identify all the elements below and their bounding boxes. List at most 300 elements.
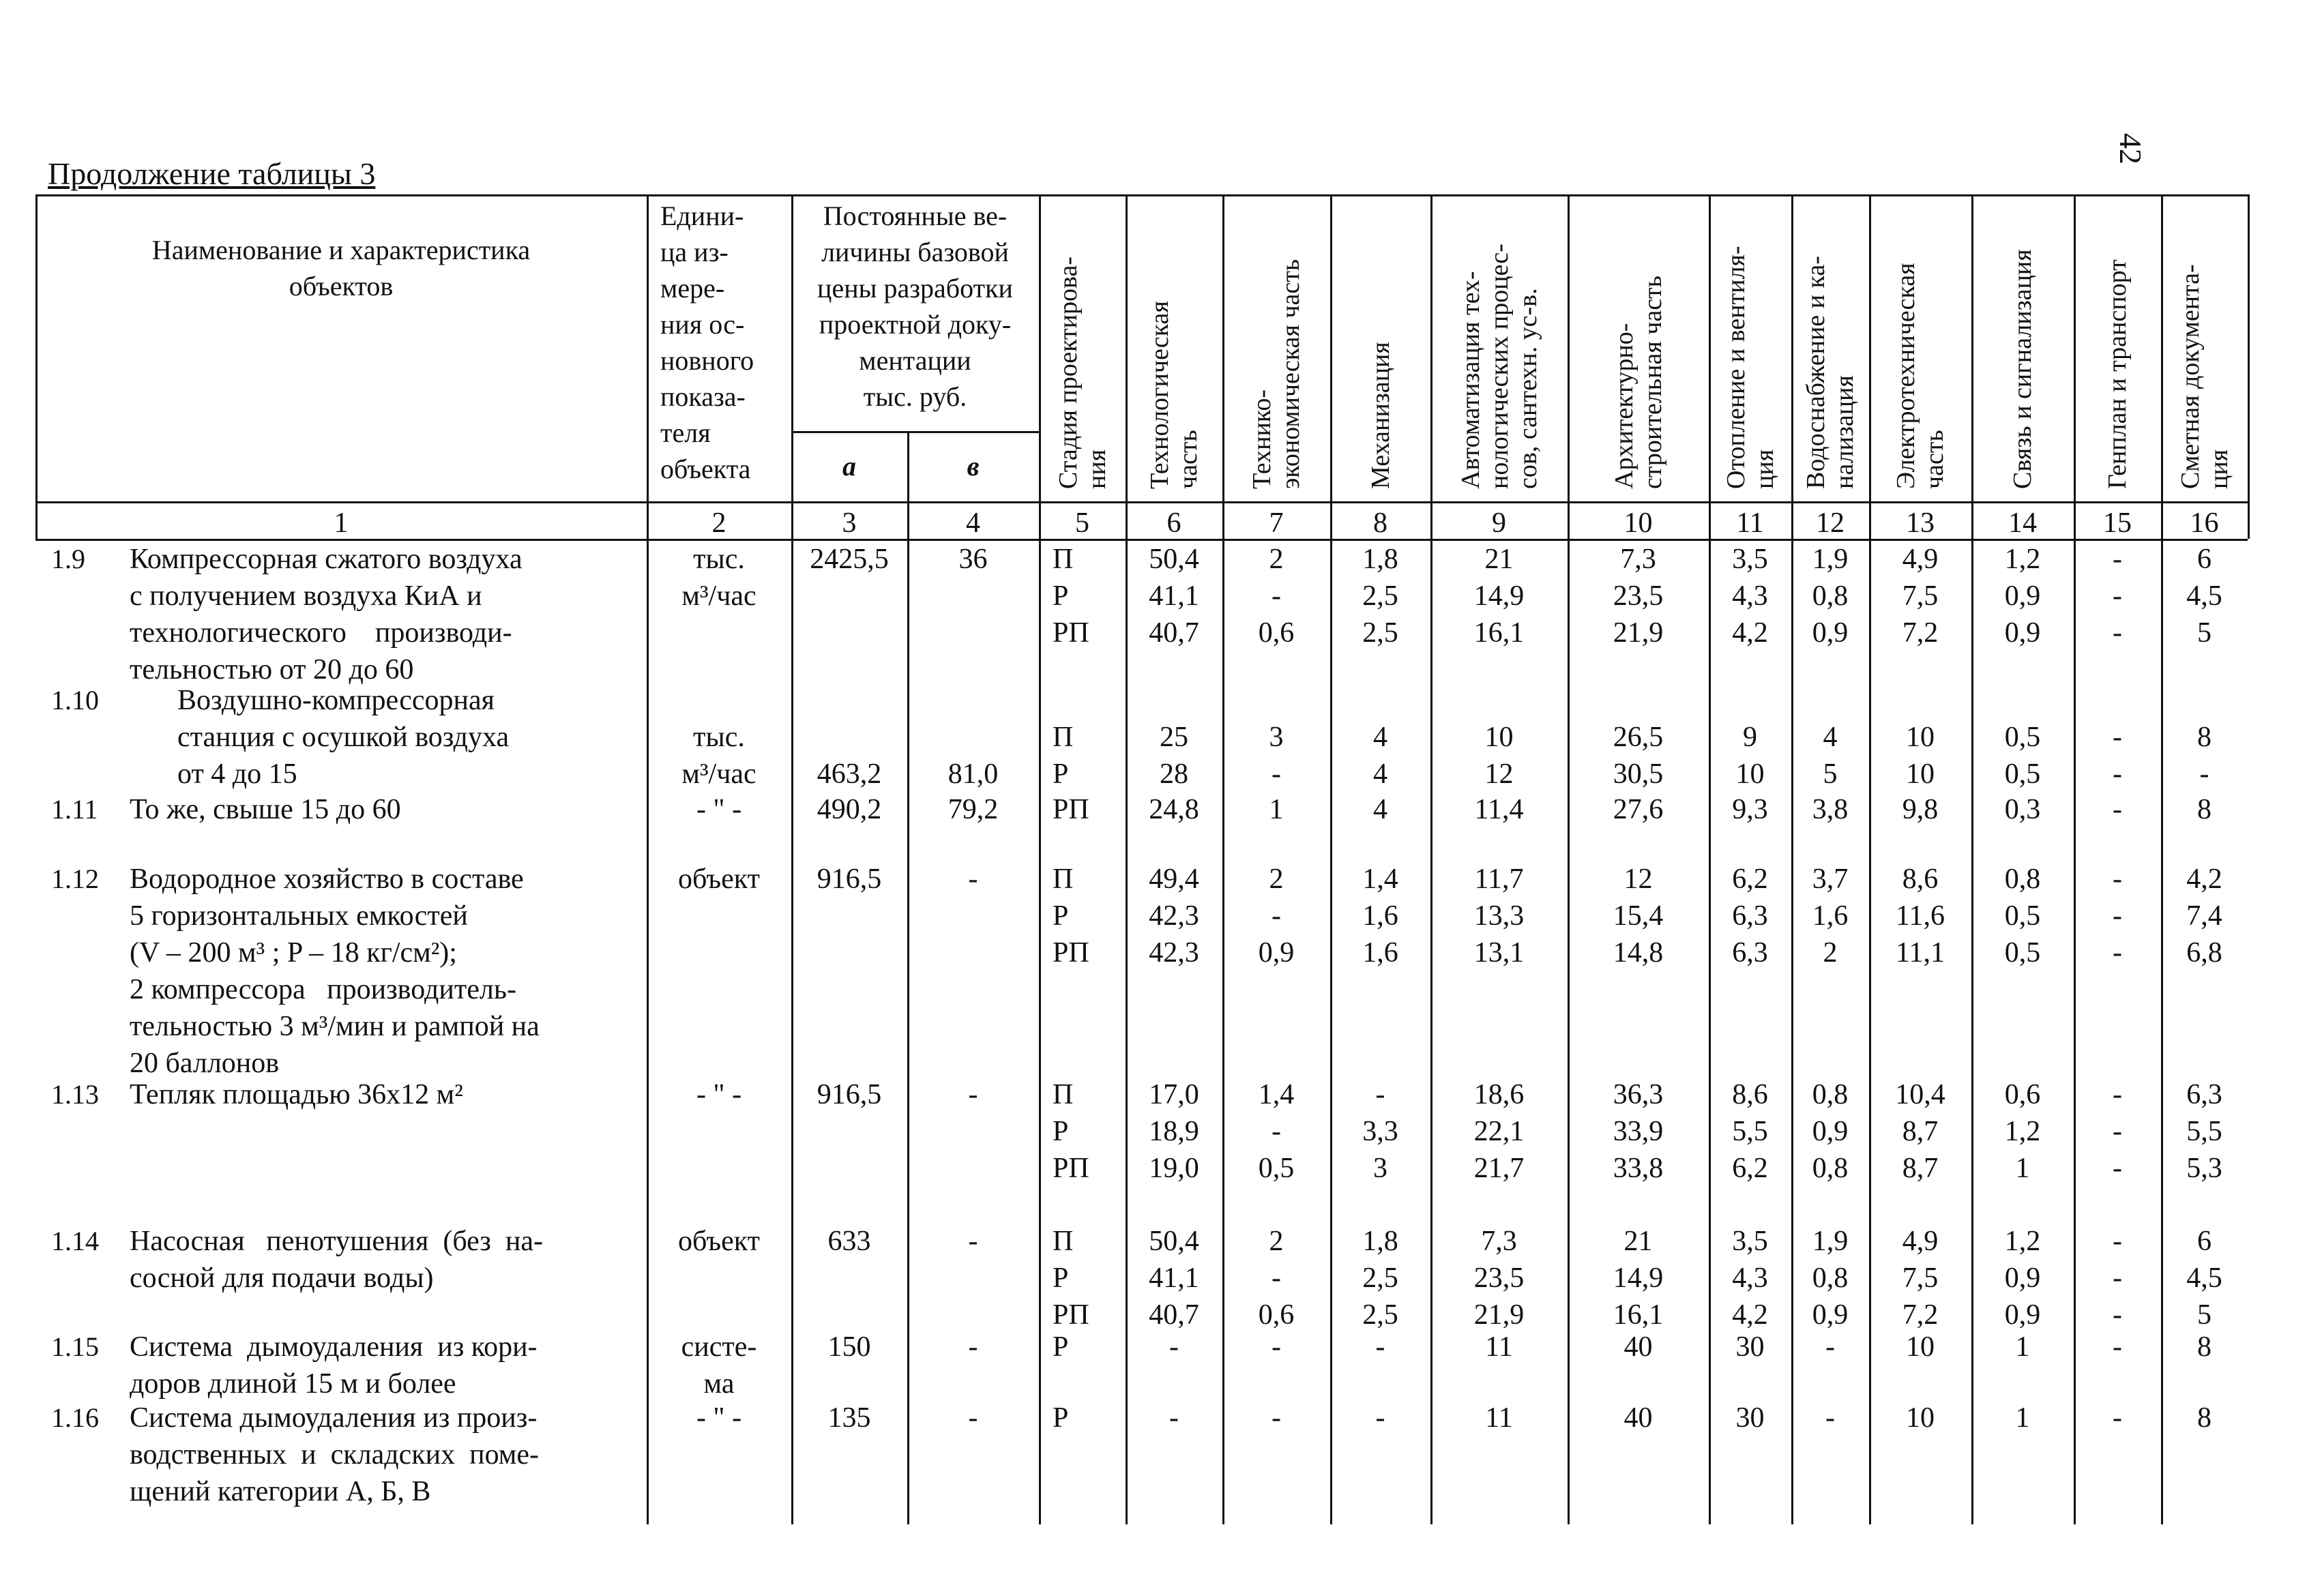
row-price-a: 135 bbox=[827, 1402, 871, 1434]
column-number: 15 bbox=[2103, 507, 2132, 539]
row-unit: ма bbox=[703, 1368, 735, 1400]
stage-value: 1,6 bbox=[1362, 900, 1398, 932]
stage-value: 0,5 bbox=[2004, 722, 2041, 753]
stage-value: - bbox=[1825, 1402, 1835, 1434]
row-price-b: - bbox=[968, 1331, 978, 1363]
stage-value: 0,5 bbox=[1258, 1153, 1295, 1184]
row-unit: м³/час bbox=[681, 758, 756, 790]
stage-value: 8,7 bbox=[1902, 1153, 1939, 1184]
stage-value: 8 bbox=[2197, 722, 2211, 753]
stage-value: 0,6 bbox=[2004, 1079, 2041, 1110]
column-number: 10 bbox=[1623, 507, 1653, 539]
row-name-line: Тепляк площадью 36х12 м² bbox=[130, 1079, 463, 1110]
header-base-price: Постоянные ве- личины базовой цены разработки проектной доку- ментации тыс. руб. bbox=[817, 201, 1013, 412]
stage-value: 3 bbox=[1373, 1153, 1387, 1184]
stage-value: 4,9 bbox=[1902, 1226, 1939, 1257]
stage-value: 0,8 bbox=[2004, 863, 2041, 895]
stage-value: 1,8 bbox=[1362, 544, 1398, 575]
stage-value: 50,4 bbox=[1149, 544, 1199, 575]
stage-value: 0,9 bbox=[1812, 1116, 1849, 1147]
column-number: 14 bbox=[2008, 507, 2037, 539]
stage-value: 2,5 bbox=[1362, 580, 1398, 612]
header-col10: Архитектурно- строительная часть bbox=[1609, 276, 1667, 489]
stage-value: - bbox=[1375, 1331, 1385, 1363]
stage-value: 3,5 bbox=[1732, 1226, 1768, 1257]
stage-label: П bbox=[1053, 863, 1074, 895]
stage-value: 0,9 bbox=[1258, 937, 1295, 969]
stage-value: 6 bbox=[2197, 1226, 2211, 1257]
stage-value: - bbox=[2113, 758, 2122, 790]
stage-value: 0,6 bbox=[1258, 617, 1295, 649]
stage-value: 11,1 bbox=[1896, 937, 1945, 969]
stage-value: 50,4 bbox=[1149, 1226, 1199, 1257]
row-number: 1.13 bbox=[51, 1079, 99, 1110]
stage-value: 1 bbox=[2015, 1331, 2030, 1363]
stage-value: 7,2 bbox=[1902, 1299, 1939, 1331]
row-number: 1.9 bbox=[51, 544, 85, 574]
row-name-line: Воздушно-компрессорная bbox=[177, 685, 495, 716]
stage-value: 14,9 bbox=[1473, 580, 1525, 612]
stage-value: 17,0 bbox=[1149, 1079, 1199, 1110]
header-col9: Автоматизация тех- нологических процес- сов, сантехн. ус-в. bbox=[1456, 243, 1542, 489]
column-number: 12 bbox=[1816, 507, 1845, 539]
stage-value: 18,6 bbox=[1473, 1079, 1525, 1110]
row-price-b: - bbox=[968, 1226, 978, 1257]
column-number: 13 bbox=[1906, 507, 1935, 539]
header-col16: Сметная документа- ция bbox=[2175, 264, 2233, 489]
stage-value: - bbox=[1375, 1079, 1385, 1110]
row-price-a: 463,2 bbox=[817, 758, 882, 790]
stage-value: 4,2 bbox=[1732, 1299, 1768, 1331]
stage-value: 11,7 bbox=[1474, 863, 1524, 895]
row-unit: тыс. bbox=[693, 544, 745, 575]
stage-value: 2 bbox=[1823, 937, 1838, 969]
stage-value: 1,4 bbox=[1258, 1079, 1295, 1110]
stage-label: РП bbox=[1053, 1153, 1089, 1184]
stage-value: 10 bbox=[1484, 722, 1514, 753]
column-number: 9 bbox=[1492, 507, 1506, 539]
header-unit: Едини- ца из- мере- ния ос- новного показа- теля объекта bbox=[660, 201, 754, 484]
stage-value: 0,5 bbox=[2004, 758, 2041, 790]
stage-value: 1 bbox=[2015, 1153, 2030, 1184]
column-number: 8 bbox=[1373, 507, 1387, 539]
stage-value: 25 bbox=[1160, 722, 1188, 753]
stage-value: 0,8 bbox=[1812, 580, 1849, 612]
grid-vline bbox=[647, 194, 649, 1524]
stage-value: 40 bbox=[1623, 1331, 1653, 1363]
row-price-a: 916,5 bbox=[817, 1079, 882, 1110]
stage-value: 28 bbox=[1160, 758, 1188, 790]
stage-value: 24,8 bbox=[1149, 794, 1199, 825]
stage-value: 11,6 bbox=[1896, 900, 1945, 932]
stage-value: - bbox=[2113, 937, 2122, 969]
stage-value: 13,1 bbox=[1473, 937, 1525, 969]
row-price-a: 150 bbox=[827, 1331, 871, 1363]
row-name-line: Компрессорная сжатого воздуха bbox=[130, 544, 523, 575]
row-price-a: 2425,5 bbox=[810, 544, 889, 575]
stage-value: 41,1 bbox=[1149, 1262, 1199, 1294]
stage-value: 5,3 bbox=[2186, 1153, 2222, 1184]
stage-value: 49,4 bbox=[1149, 863, 1199, 895]
stage-value: 1 bbox=[1269, 794, 1284, 825]
stage-value: 11 bbox=[1485, 1402, 1513, 1434]
stage-value: 0,8 bbox=[1812, 1262, 1849, 1294]
stage-value: 12 bbox=[1484, 758, 1514, 790]
row-number: 1.11 bbox=[51, 794, 98, 825]
stage-label: РП bbox=[1053, 794, 1089, 825]
stage-value: 30 bbox=[1735, 1402, 1765, 1434]
stage-value: - bbox=[2113, 1116, 2122, 1147]
row-price-a: 490,2 bbox=[817, 794, 882, 825]
row-unit: - " - bbox=[696, 1402, 742, 1434]
stage-value: 1 bbox=[2015, 1402, 2030, 1434]
stage-value: 1,8 bbox=[1362, 1226, 1398, 1257]
header-name: Наименование и характеристика объектов bbox=[151, 235, 531, 301]
stage-value: 10 bbox=[1735, 758, 1765, 790]
stage-value: 1,4 bbox=[1362, 863, 1398, 895]
row-unit: м³/час bbox=[681, 580, 756, 612]
stage-value: - bbox=[1375, 1402, 1385, 1434]
stage-value: 22,1 bbox=[1473, 1116, 1525, 1147]
row-price-b: - bbox=[968, 863, 978, 895]
header-col6: Технологическая часть bbox=[1145, 301, 1203, 489]
page-number: 42 bbox=[2113, 133, 2148, 164]
stage-value: 21,9 bbox=[1613, 617, 1664, 649]
stage-value: - bbox=[2113, 1079, 2122, 1110]
stage-value: 7,3 bbox=[1620, 544, 1656, 575]
stage-value: 10 bbox=[1906, 1402, 1935, 1434]
stage-value: 5 bbox=[1823, 758, 1838, 790]
stage-value: 2 bbox=[1269, 1226, 1284, 1257]
stage-value: 42,3 bbox=[1149, 937, 1199, 969]
stage-value: 0,5 bbox=[2004, 900, 2041, 932]
row-name-line: с получением воздуха КиА и bbox=[130, 580, 482, 612]
header-col12: Водоснабжение и ка- нализация bbox=[1802, 256, 1859, 489]
stage-value: 8,6 bbox=[1732, 1079, 1768, 1110]
stage-value: 4,5 bbox=[2186, 1262, 2222, 1294]
stage-value: 4 bbox=[1373, 722, 1387, 753]
stage-value: 23,5 bbox=[1613, 580, 1664, 612]
price-sub-line bbox=[791, 431, 1039, 433]
stage-value: 30 bbox=[1735, 1331, 1765, 1363]
stage-value: 7,4 bbox=[2186, 900, 2222, 932]
stage-value: 42,3 bbox=[1149, 900, 1199, 932]
stage-value: 3,7 bbox=[1812, 863, 1849, 895]
stage-value: 11 bbox=[1485, 1331, 1513, 1363]
stage-value: 6,2 bbox=[1732, 1153, 1768, 1184]
stage-label: Р bbox=[1053, 1402, 1069, 1434]
stage-label: П bbox=[1053, 1079, 1074, 1110]
header-col14: Связь и сигнализация bbox=[2008, 249, 2037, 489]
stage-value: 33,9 bbox=[1613, 1116, 1664, 1147]
row-unit: тыс. bbox=[693, 722, 745, 753]
stage-value: 4 bbox=[1373, 758, 1387, 790]
stage-value: 21 bbox=[1623, 1226, 1653, 1257]
stage-label: Р bbox=[1053, 1331, 1069, 1363]
stage-label: Р bbox=[1053, 580, 1069, 612]
row-name-line: от 4 до 15 bbox=[177, 758, 297, 790]
row-name-line: станция с осушкой воздуха bbox=[177, 722, 510, 753]
stage-value: 0,9 bbox=[2004, 617, 2041, 649]
stage-value: 0,9 bbox=[1812, 617, 1849, 649]
stage-value: 1,9 bbox=[1812, 1226, 1849, 1257]
stage-value: 1,2 bbox=[2004, 1226, 2041, 1257]
stage-value: 40 bbox=[1623, 1402, 1653, 1434]
column-number: 16 bbox=[2190, 507, 2219, 539]
stage-value: 16,1 bbox=[1613, 1299, 1664, 1331]
row-name-line: доров длиной 15 м и более bbox=[130, 1368, 456, 1400]
stage-value: 18,9 bbox=[1149, 1116, 1199, 1147]
row-price-b: - bbox=[968, 1079, 978, 1110]
stage-value: 8,6 bbox=[1902, 863, 1939, 895]
stage-value: 3,3 bbox=[1362, 1116, 1398, 1147]
stage-value: 0,9 bbox=[2004, 1299, 2041, 1331]
row-name-line: технологического производи- bbox=[130, 617, 512, 649]
row-price-b: 36 bbox=[958, 544, 988, 575]
row-name-line: То же, свыше 15 до 60 bbox=[130, 794, 401, 825]
column-number: 7 bbox=[1269, 507, 1284, 539]
stage-value: 0,3 bbox=[2004, 794, 2041, 825]
stage-value: 12 bbox=[1623, 863, 1653, 895]
stage-value: 2 bbox=[1269, 863, 1284, 895]
column-number: 5 bbox=[1075, 507, 1089, 539]
stage-value: 0,5 bbox=[2004, 937, 2041, 969]
stage-value: - bbox=[1272, 758, 1281, 790]
stage-value: - bbox=[2113, 580, 2122, 612]
stage-value: 0,9 bbox=[2004, 1262, 2041, 1294]
stage-label: Р bbox=[1053, 900, 1069, 932]
stage-value: 40,7 bbox=[1149, 1299, 1199, 1331]
row-price-b: 81,0 bbox=[947, 758, 999, 790]
stage-value: 33,8 bbox=[1613, 1153, 1664, 1184]
stage-value: 4,9 bbox=[1902, 544, 1939, 575]
stage-value: 3,8 bbox=[1812, 794, 1849, 825]
stage-value: 6,2 bbox=[1732, 863, 1768, 895]
stage-label: П bbox=[1053, 544, 1074, 575]
row-name-line: Система дымоудаления из кори- bbox=[130, 1331, 538, 1363]
stage-value: 4 bbox=[1373, 794, 1387, 825]
row-price-a: 916,5 bbox=[817, 863, 882, 895]
stage-value: 7,5 bbox=[1902, 580, 1939, 612]
stage-label: Р bbox=[1053, 1262, 1069, 1294]
stage-value: 1,9 bbox=[1812, 544, 1849, 575]
stage-value: 7,3 bbox=[1481, 1226, 1517, 1257]
stage-value: 21 bbox=[1484, 544, 1514, 575]
column-number: 3 bbox=[842, 507, 857, 539]
stage-value: 4,2 bbox=[2186, 863, 2222, 895]
stage-value: 4 bbox=[1823, 722, 1838, 753]
stage-value: 41,1 bbox=[1149, 580, 1199, 612]
stage-value: - bbox=[2113, 794, 2122, 825]
row-name-line: Водородное хозяйство в составе bbox=[130, 863, 524, 895]
stage-value: 36,3 bbox=[1613, 1079, 1664, 1110]
row-number: 1.12 bbox=[51, 863, 99, 894]
stage-value: 19,0 bbox=[1149, 1153, 1199, 1184]
stage-value: 2,5 bbox=[1362, 1299, 1398, 1331]
stage-value: 30,5 bbox=[1613, 758, 1664, 790]
stage-value: 0,8 bbox=[1812, 1153, 1849, 1184]
stage-value: - bbox=[1272, 900, 1281, 932]
column-number: 2 bbox=[711, 507, 726, 539]
stage-value: 13,3 bbox=[1473, 900, 1525, 932]
stage-value: 10 bbox=[1906, 758, 1935, 790]
stage-value: 6,3 bbox=[2186, 1079, 2222, 1110]
stage-value: 2,5 bbox=[1362, 617, 1398, 649]
header-col8: Механизация bbox=[1366, 342, 1395, 489]
stage-label: Р bbox=[1053, 1116, 1069, 1147]
header-col15: Генплан и транспорт bbox=[2103, 259, 2132, 489]
stage-label: П bbox=[1053, 722, 1074, 753]
header-bottom-line bbox=[35, 501, 2248, 503]
stage-value: 4,3 bbox=[1732, 580, 1768, 612]
stage-value: 5 bbox=[2197, 1299, 2211, 1331]
stage-value: 5,5 bbox=[2186, 1116, 2222, 1147]
stage-value: 9 bbox=[1743, 722, 1757, 753]
stage-value: - bbox=[1272, 1402, 1281, 1434]
stage-value: 10 bbox=[1906, 1331, 1935, 1363]
stage-value: 10,4 bbox=[1895, 1079, 1945, 1110]
stage-value: 6 bbox=[2197, 544, 2211, 575]
stage-value: 6,3 bbox=[1732, 937, 1768, 969]
stage-value: 0,9 bbox=[1812, 1299, 1849, 1331]
stage-value: 3 bbox=[1269, 722, 1284, 753]
stage-value: 0,9 bbox=[2004, 580, 2041, 612]
stage-value: - bbox=[2113, 1226, 2122, 1257]
stage-value: - bbox=[1825, 1331, 1835, 1363]
stage-value: 2 bbox=[1269, 544, 1284, 575]
stage-value: 4,5 bbox=[2186, 580, 2222, 612]
row-name-line: Система дымоудаления из произ- bbox=[130, 1402, 538, 1434]
stage-value: 11,4 bbox=[1474, 794, 1524, 825]
column-number: 11 bbox=[1736, 507, 1764, 539]
stage-value: - bbox=[2113, 1299, 2122, 1331]
row-price-b: - bbox=[968, 1402, 978, 1434]
row-unit: систе- bbox=[681, 1331, 757, 1363]
row-number: 1.14 bbox=[51, 1226, 99, 1256]
stage-value: 21,7 bbox=[1473, 1153, 1525, 1184]
stage-value: 4,3 bbox=[1732, 1262, 1768, 1294]
stage-value: - bbox=[2113, 1402, 2122, 1434]
stage-value: 14,8 bbox=[1613, 937, 1664, 969]
stage-label: П bbox=[1053, 1226, 1074, 1257]
stage-value: 1,6 bbox=[1362, 937, 1398, 969]
row-name-line: сосной для подачи воды) bbox=[130, 1262, 434, 1294]
row-unit: - " - bbox=[696, 1079, 742, 1110]
stage-value: 2,5 bbox=[1362, 1262, 1398, 1294]
row-unit: объект bbox=[678, 863, 760, 895]
row-name-line: 5 горизонтальных емкостей bbox=[130, 900, 468, 932]
header-col7: Технико- экономическая часть bbox=[1248, 258, 1305, 489]
header-a: а bbox=[842, 451, 856, 482]
row-name-line: тельностью от 20 до 60 bbox=[130, 654, 414, 685]
stage-value: 40,7 bbox=[1149, 617, 1199, 649]
stage-value: - bbox=[2113, 1262, 2122, 1294]
row-name-line: 20 баллонов bbox=[130, 1048, 280, 1079]
stage-value: 15,4 bbox=[1613, 900, 1664, 932]
row-number: 1.10 bbox=[51, 685, 99, 715]
stage-value: 26,5 bbox=[1613, 722, 1664, 753]
row-name-line: тельностью 3 м³/мин и рампой на bbox=[130, 1011, 540, 1042]
column-number: 1 bbox=[334, 507, 349, 539]
stage-value: - bbox=[2113, 617, 2122, 649]
stage-value: 8 bbox=[2197, 794, 2211, 825]
stage-value: 8 bbox=[2197, 1331, 2211, 1363]
stage-value: 21,9 bbox=[1473, 1299, 1525, 1331]
stage-value: 9,3 bbox=[1732, 794, 1768, 825]
row-number: 1.16 bbox=[51, 1402, 99, 1433]
stage-value: - bbox=[2199, 758, 2209, 790]
row-unit: - " - bbox=[696, 794, 742, 825]
table-caption: Продолжение таблицы 3 bbox=[48, 156, 376, 191]
row-price-b: 79,2 bbox=[947, 794, 999, 825]
header-col5: Стадия проектирова- ния bbox=[1053, 256, 1111, 489]
stage-value: 6,8 bbox=[2186, 937, 2222, 969]
stage-value: 8 bbox=[2197, 1402, 2211, 1434]
stage-value: 8,7 bbox=[1902, 1116, 1939, 1147]
grid-vline bbox=[2248, 194, 2250, 539]
stage-label: РП bbox=[1053, 937, 1089, 969]
row-number: 1.15 bbox=[51, 1331, 99, 1362]
stage-value: 0,8 bbox=[1812, 1079, 1849, 1110]
stage-value: - bbox=[2113, 544, 2122, 575]
row-name-line: (V – 200 м³ ; P – 18 кг/см²); bbox=[130, 937, 457, 969]
stage-value: 6,3 bbox=[1732, 900, 1768, 932]
stage-value: 0,6 bbox=[1258, 1299, 1295, 1331]
grid-vline bbox=[1039, 194, 1041, 1524]
stage-value: - bbox=[1272, 1331, 1281, 1363]
stage-value: 9,8 bbox=[1902, 794, 1939, 825]
stage-value: - bbox=[2113, 722, 2122, 753]
row-name-line: Насосная пенотушения (без на- bbox=[130, 1226, 543, 1257]
header-col13: Электротехническая часть bbox=[1892, 263, 1949, 489]
row-unit: объект bbox=[678, 1226, 760, 1257]
header-b: в bbox=[967, 451, 980, 482]
stage-value: - bbox=[1272, 1116, 1281, 1147]
stage-value: - bbox=[2113, 1153, 2122, 1184]
stage-value: 23,5 bbox=[1473, 1262, 1525, 1294]
stage-value: 3,5 bbox=[1732, 544, 1768, 575]
stage-value: 16,1 bbox=[1473, 617, 1525, 649]
stage-value: 1,2 bbox=[2004, 544, 2041, 575]
stage-value: - bbox=[1169, 1331, 1179, 1363]
row-price-a: 633 bbox=[827, 1226, 871, 1257]
stage-value: 5,5 bbox=[1732, 1116, 1768, 1147]
stage-value: 1,2 bbox=[2004, 1116, 2041, 1147]
row-name-line: водственных и складских поме- bbox=[130, 1439, 539, 1471]
stage-value: 27,6 bbox=[1613, 794, 1664, 825]
column-number: 6 bbox=[1166, 507, 1181, 539]
stage-value: 7,5 bbox=[1902, 1262, 1939, 1294]
row-name-line: щений категории А, Б, В bbox=[130, 1476, 431, 1507]
stage-label: Р bbox=[1053, 758, 1069, 790]
stage-value: 14,9 bbox=[1613, 1262, 1664, 1294]
header-col11: Отопление и вентиля- ция bbox=[1721, 246, 1779, 489]
stage-value: 10 bbox=[1906, 722, 1935, 753]
stage-value: - bbox=[2113, 900, 2122, 932]
stage-value: - bbox=[2113, 863, 2122, 895]
stage-label: РП bbox=[1053, 1299, 1089, 1331]
stage-value: 7,2 bbox=[1902, 617, 1939, 649]
stage-value: - bbox=[1272, 580, 1281, 612]
column-number: 4 bbox=[966, 507, 980, 539]
stage-value: 4,2 bbox=[1732, 617, 1768, 649]
stage-value: - bbox=[1169, 1402, 1179, 1434]
stage-value: - bbox=[2113, 1331, 2122, 1363]
stage-value: 1,6 bbox=[1812, 900, 1849, 932]
stage-label: РП bbox=[1053, 617, 1089, 649]
stage-value: - bbox=[1272, 1262, 1281, 1294]
row-name-line: 2 компрессора производитель- bbox=[130, 974, 516, 1005]
